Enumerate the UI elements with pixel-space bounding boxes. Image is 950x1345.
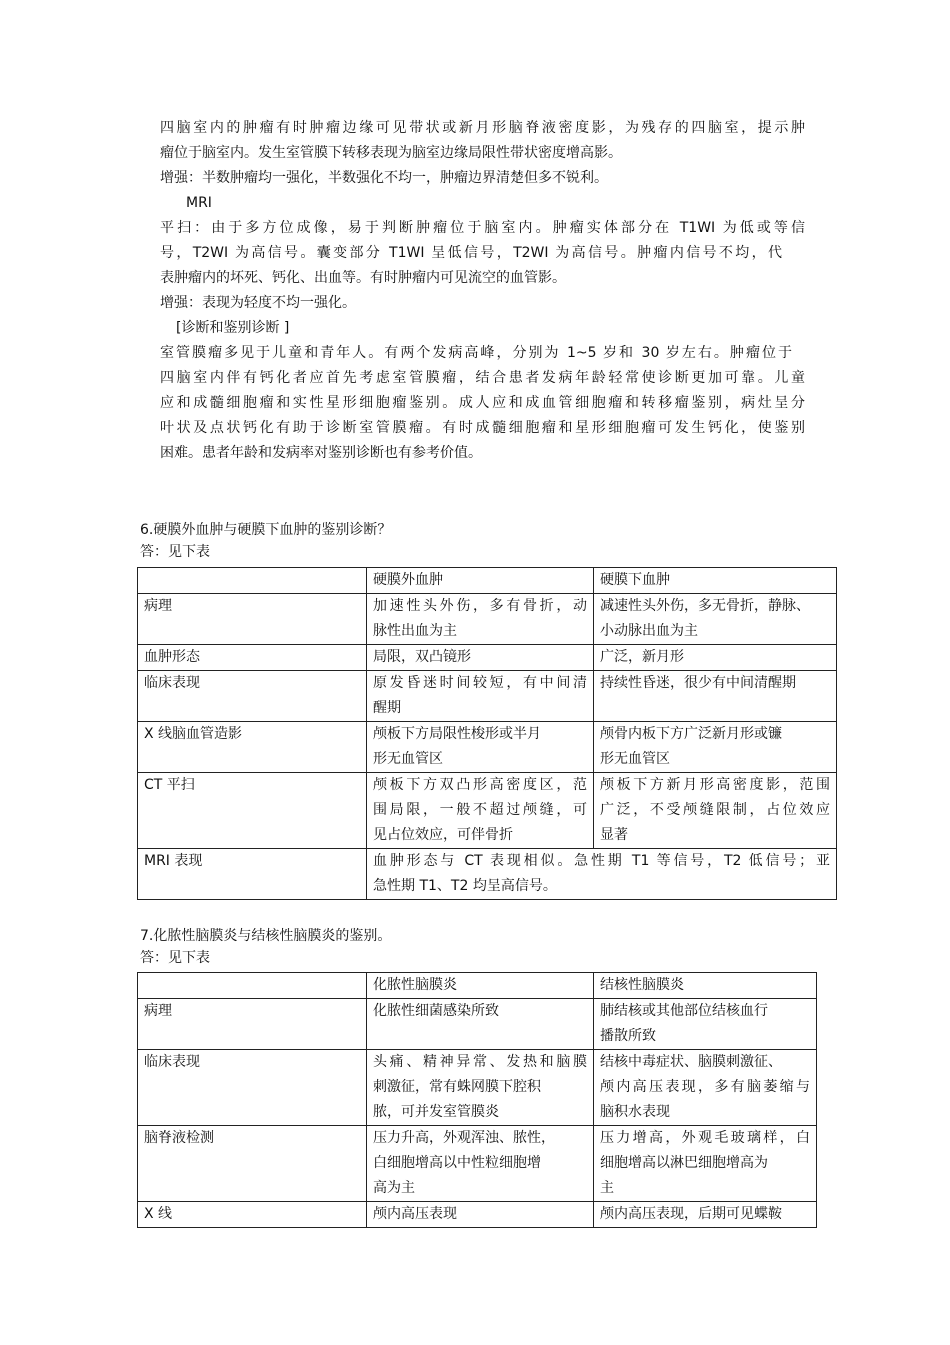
row-label: X 线脑血管造影 [138,722,367,773]
cell-line: 压力升高，外观浑浊、脓性， [373,1130,555,1146]
text-line: 应和成髓细胞瘤和实性星形细胞瘤鉴别。成人应和成血管细胞瘤和转移瘤鉴别，病灶呈分 [160,395,805,411]
cell-line: 颅内高压表现 [373,1206,457,1222]
cell-line: 白细胞增高以中性粒细胞增 [373,1155,541,1171]
table-row [138,1050,817,1126]
cell-line: 围局限，一般不超过颅缝，可 [373,802,587,818]
row-label: 临床表现 [138,671,367,722]
question-7-answer: 答：见下表 [140,950,210,966]
question-6-title: 6.硬膜外血肿与硬膜下血肿的鉴别诊断？ [140,522,392,538]
cell-line: 颅板下方双凸形高密度区，范 [373,777,587,793]
cell-line: 急性期 T1、T2 均呈高信号。 [373,878,557,894]
cell-line: 小动脉出血为主 [600,623,698,639]
cell-line: 颅内高压表现，后期可见蝶鞍 [600,1206,782,1222]
table-cell [594,1202,817,1228]
table-row [138,722,837,773]
cell-line: 局限，双凸镜形 [373,649,471,665]
header-cell [138,568,367,594]
text-line: 四脑室内伴有钙化者应首先考虑室管膜瘤，结合患者发病年龄轻常使诊断更加可靠。儿童 [160,370,805,386]
row-label: 临床表现 [138,1050,367,1126]
table-cell [594,594,837,645]
table-cell [594,999,817,1050]
table-row [138,1202,817,1228]
table-cell [367,1126,594,1202]
text-line: 困难。患者年龄和发病率对鉴别诊断也有参考价值。 [160,445,482,461]
question-7 [140,925,391,969]
table-row [138,645,837,671]
meningitis-comparison-table [137,972,817,1228]
cell-line: 减速性头外伤，多无骨折，静脉、 [600,598,810,614]
cell-line: 醒期 [373,700,401,716]
cell-line: 高为主 [373,1180,415,1196]
table-header-row [138,568,837,594]
cell-line: 广泛，新月形 [600,649,684,665]
question-7-title: 7.化脓性脑膜炎与结核性脑膜炎的鉴别。 [140,928,392,944]
cell-line: 细胞增高以淋巴细胞增高为 [600,1155,768,1171]
enhance-line: 增强：半数肿瘤均一强化，半数强化不均一，肿瘤边界清楚但多不锐利。 [160,170,608,186]
cell-line: 头痛、精神异常、发热和脑膜 [373,1054,587,1070]
hematoma-comparison-table [137,567,837,900]
cell-line: 加速性头外伤，多有骨折，动 [373,598,587,614]
cell-line: 脉性出血为主 [373,623,457,639]
mri-heading: MRI [186,195,212,211]
text-line: 叶状及点状钙化有助于诊断室管膜瘤。有时成髓细胞瘤和星形细胞瘤可发生钙化，使鉴别 [160,420,805,436]
cell-line: 主 [600,1180,614,1196]
diagnosis-heading: [诊断和鉴别诊断 ] [176,320,290,336]
table-cell [367,1050,594,1126]
question-6 [140,519,391,563]
cell-line: 脑积水表现 [600,1104,670,1120]
row-label: MRI 表现 [138,849,367,900]
text-line: 四脑室内的肿瘤有时肿瘤边缘可见带状或新月形脑脊液密度影，为残存的四脑室，提示肿 [160,120,805,136]
text-line: 表肿瘤内的坏死、钙化、出血等。有时肿瘤内可见流空的血管影。 [160,270,566,286]
cell-line: 形无血管区 [373,751,443,767]
table-cell [594,1050,817,1126]
cell-line: 刺激征，常有蛛网膜下腔积 [373,1079,541,1095]
table-cell [594,645,837,671]
table-cell [594,671,837,722]
table-cell [367,671,594,722]
table-cell [367,722,594,773]
table-cell [367,1202,594,1228]
cell-line: 颅内高压表现，多有脑萎缩与 [600,1079,810,1095]
table-cell [367,773,594,849]
text-line: 号，T2WI 为高信号。囊变部分 T1WI 呈低信号，T2WI 为高信号。肿瘤内信号不均，代 [160,245,782,261]
cell-line: 肺结核或其他部位结核血行 [600,1003,768,1019]
table-row [138,999,817,1050]
table-cell [367,645,594,671]
cell-line: 形无血管区 [600,751,670,767]
cell-line: 原发昏迷时间较短，有中间清 [373,675,587,691]
header-cell [138,973,367,999]
cell-line: 压力增高，外观毛玻璃样，白 [600,1130,810,1146]
row-label: 病理 [138,594,367,645]
header-cell: 硬膜下血肿 [594,568,837,594]
header-cell: 结核性脑膜炎 [594,973,817,999]
cell-line: 颅板下方局限性梭形或半月 [373,726,541,742]
table-row [138,671,837,722]
enhance-line: 增强：表现为轻度不均一强化。 [160,295,356,311]
cell-line: 颅板下方新月形高密度影，范围 [600,777,830,793]
cell-line: 广泛，不受颅缝限制，占位效应 [600,802,830,818]
table-row [138,594,837,645]
text-line: 瘤位于脑室内。发生室管膜下转移表现为脑室边缘局限性带状密度增高影。 [160,145,622,161]
row-label: CT 平扫 [138,773,367,849]
table-row [138,1126,817,1202]
cell-line: 持续性昏迷，很少有中间清醒期 [600,675,796,691]
table-cell [594,773,837,849]
cell-line: 播散所致 [600,1028,656,1044]
cell-line: 血肿形态与 CT 表现相似。急性期 T1 等信号，T2 低信号；亚 [373,853,830,869]
question-6-answer: 答：见下表 [140,544,210,560]
cell-line: 显著 [600,827,628,843]
row-label: 脑脊液检测 [138,1126,367,1202]
cell-line: 见占位效应，可伴骨折 [373,827,513,843]
text-line: 平扫：由于多方位成像，易于判断肿瘤位于脑室内。肿瘤实体部分在 T1WI 为低或等信 [160,220,805,236]
table-row [138,773,837,849]
intro-paragraph-1 [160,116,805,466]
table-header-row [138,973,817,999]
merged-cell [367,849,837,900]
table-cell [367,999,594,1050]
cell-line: 结核中毒症状、脑膜刺激征、 [600,1054,782,1070]
table-cell [367,594,594,645]
header-cell: 化脓性脑膜炎 [367,973,594,999]
cell-line: 颅骨内板下方广泛新月形或镰 [600,726,782,742]
row-label: 血肿形态 [138,645,367,671]
text-line: 室管膜瘤多见于儿童和青年人。有两个发病高峰，分别为 1~5 岁和 30 岁左右。肿瘤位于 [160,345,792,361]
row-label: X 线 [138,1202,367,1228]
row-label: 病理 [138,999,367,1050]
header-cell: 硬膜外血肿 [367,568,594,594]
cell-line: 化脓性细菌感染所致 [373,1003,499,1019]
cell-line: 脓，可并发室管膜炎 [373,1104,499,1120]
table-cell [594,1126,817,1202]
table-cell [594,722,837,773]
table-row [138,849,837,900]
